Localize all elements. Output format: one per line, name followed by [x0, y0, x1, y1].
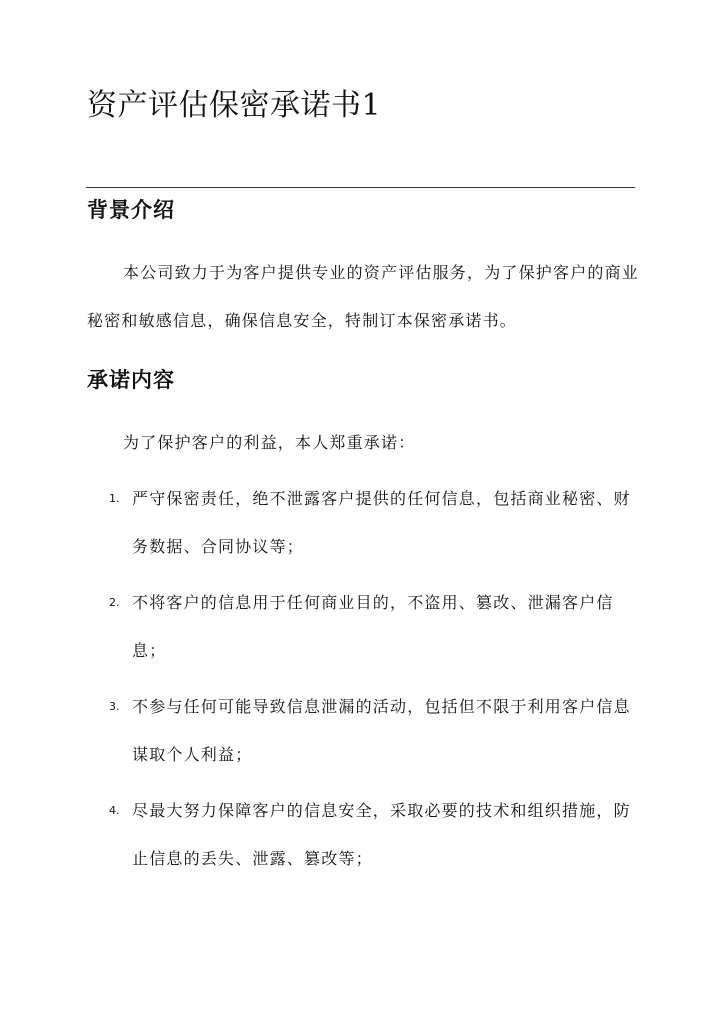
list-item [87, 579, 635, 675]
list-item [87, 683, 635, 779]
list-item-text: 尽最大努力保障客户的信息安全，采取必要的技术和组织措施，防止信息的丢失、泄露、篡改等； [132, 801, 631, 868]
commitment-intro: 为了保护客户的利益，本人郑重承诺： [123, 433, 416, 452]
commitment-heading: 承诺内容 [87, 367, 175, 392]
commitment-list [87, 475, 635, 891]
title-divider [86, 187, 635, 188]
list-item-number: 4. [109, 804, 120, 817]
list-item-number: 1. [109, 492, 120, 505]
page-title: 资产评估保密承诺书1 [87, 88, 382, 123]
list-item-text: 严守保密责任，绝不泄露客户提供的任何信息，包括商业秘密、财务数据、合同协议等； [132, 489, 631, 556]
background-heading: 背景介绍 [87, 197, 175, 222]
list-item-number: 3. [109, 700, 120, 713]
list-item-text: 不参与任何可能导致信息泄漏的活动，包括但不限于利用客户信息谋取个人利益； [132, 697, 631, 764]
list-item-text: 不将客户的信息用于任何商业目的，不盗用、篡改、泄漏客户信息； [132, 593, 614, 660]
list-item [87, 475, 635, 571]
list-item [87, 787, 635, 883]
background-paragraph: 本公司致力于为客户提供专业的资产评估服务，为了保护客户的商业秘密和敏感信息，确保信息安全，特制订本保密承诺书。 [87, 263, 640, 330]
list-item-number: 2. [109, 596, 120, 609]
